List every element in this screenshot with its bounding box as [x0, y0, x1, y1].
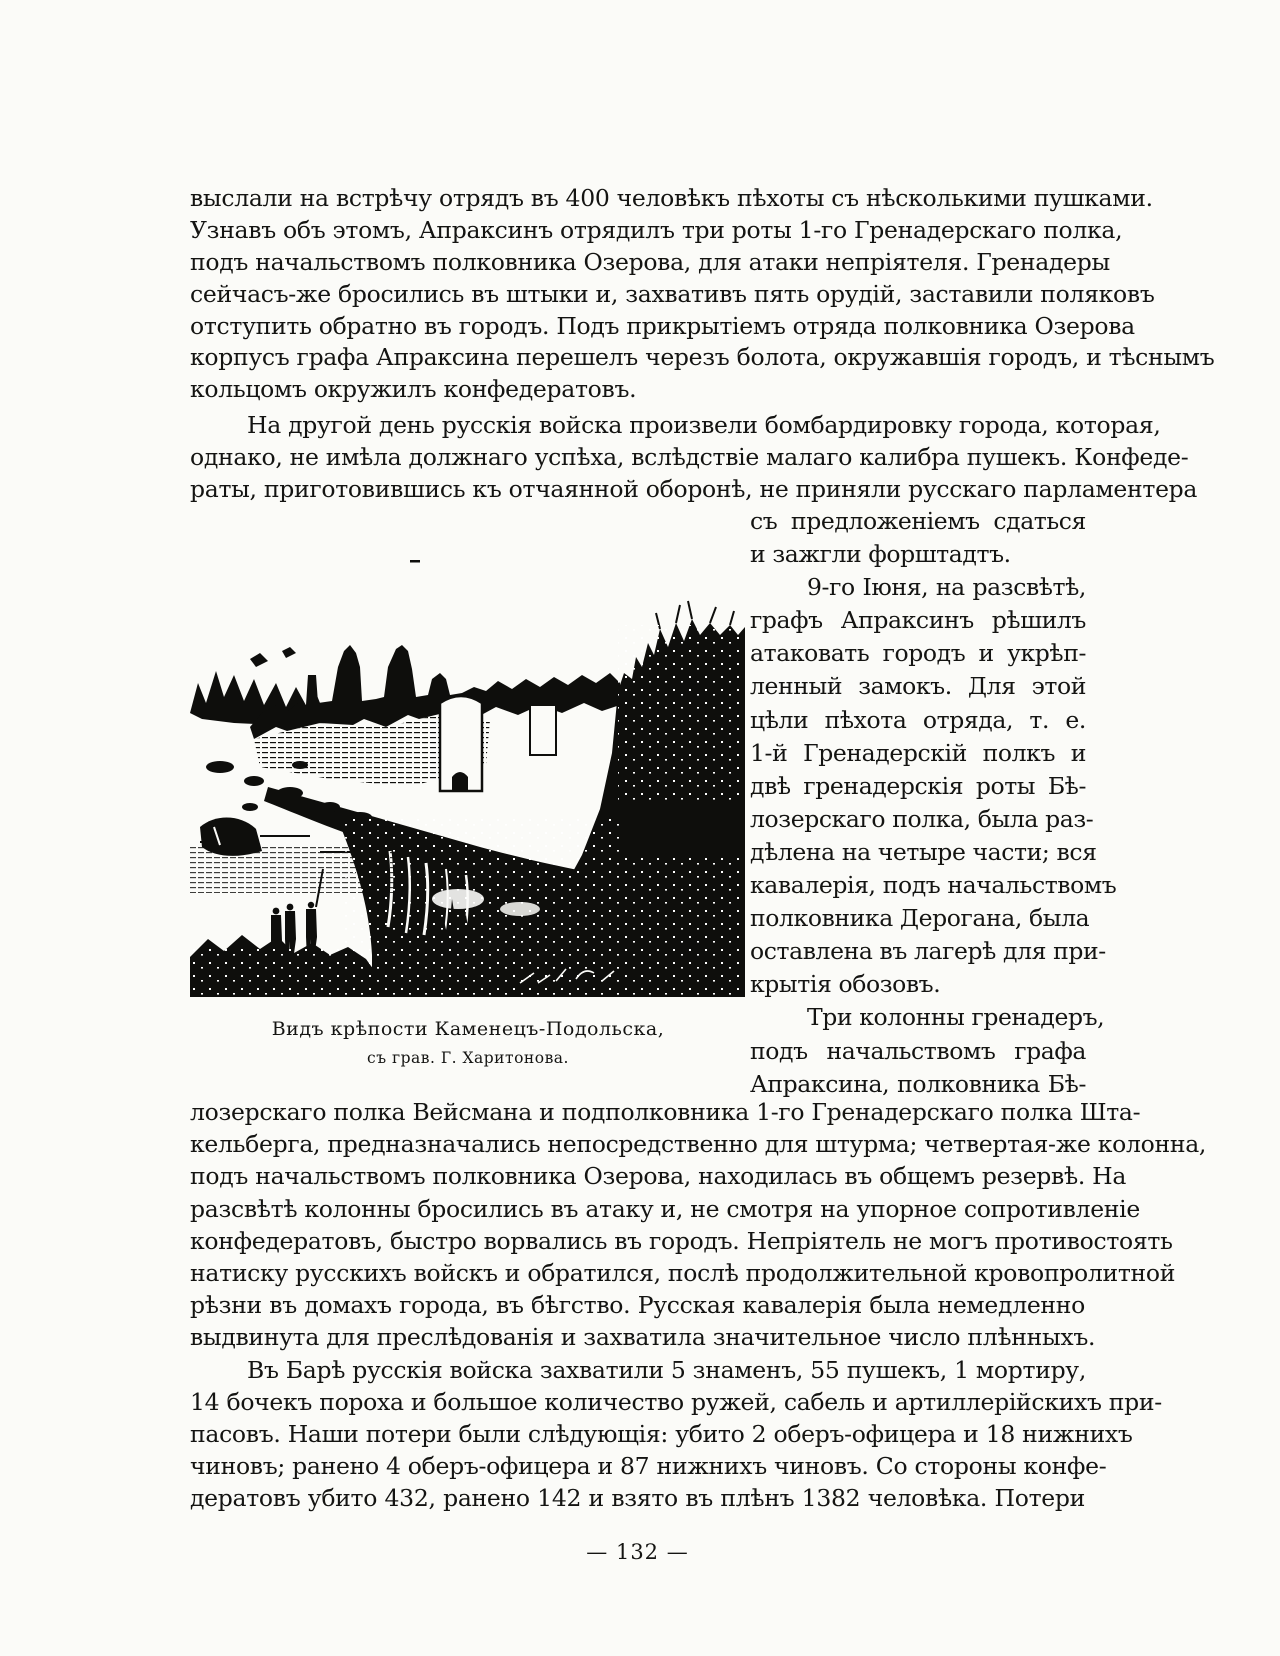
- text-line: полковника Дерогана, была: [750, 904, 1090, 933]
- text-line: лозерскаго полка, была раз-: [750, 804, 1094, 833]
- text-line: кельберга, предназначались непосредственно для штурма; четвертая-же колонна,: [190, 1130, 1207, 1159]
- text-line: ленный замокъ. Для этой: [750, 672, 1086, 701]
- fortress-engraving-figure: [190, 555, 745, 997]
- text-line: дѣлена на четыре части; вся: [750, 837, 1097, 866]
- text-line: 14 бочекъ пороха и большое количество ружей, сабель и артиллерійскихъ при-: [190, 1387, 1162, 1416]
- page-number: — 132 —: [586, 1540, 689, 1564]
- text-line: графъ Апраксинъ рѣшилъ: [750, 606, 1086, 635]
- caption-title: Видъ крѣпости Каменецъ-Подольска,: [271, 1018, 665, 1040]
- text-line: крытія обозовъ.: [750, 970, 941, 999]
- text-line: Узнавъ объ этомъ, Апраксинъ отрядилъ три роты 1-го Гренадерскаго полка,: [190, 215, 1123, 244]
- text-line: атаковать городъ и укрѣп-: [750, 639, 1086, 668]
- text-line: натиску русскихъ войскъ и обратился, послѣ продолжительной кровопролитной: [190, 1258, 1176, 1287]
- text-line: выслали на встрѣчу отрядъ въ 400 человѣкъ пѣхоты съ нѣсколькими пушками.: [190, 184, 1153, 212]
- text-line: Апраксина, полковника Бѣ-: [750, 1069, 1086, 1098]
- text-line: раты, приготовившись къ отчаянной оборонѣ, не приняли русскаго парламентера: [190, 474, 1198, 503]
- text-line: дератовъ убито 432, ранено 142 и взято въ плѣнъ 1382 человѣка. Потери: [190, 1484, 1085, 1513]
- text-line: лозерскаго полка Вейсмана и подполковника 1-го Гренадерскаго полка Шта-: [190, 1098, 1141, 1126]
- text-line: съ предложеніемъ сдаться: [750, 507, 1086, 535]
- paragraph-second: [190, 410, 1198, 506]
- right-text-column: [750, 505, 1117, 1101]
- fortress-engraving: [190, 555, 745, 997]
- text-line: подъ начальствомъ графа: [750, 1036, 1086, 1065]
- text-line: двѣ гренадерскія роты Бѣ-: [750, 771, 1086, 800]
- paragraph-bottom: [190, 1096, 1207, 1514]
- text-line: пасовъ. Наши потери были слѣдующія: убито 2 оберъ-офицера и 18 нижнихъ: [190, 1419, 1133, 1448]
- text-line: цѣли пѣхота отряда, т. е.: [750, 705, 1086, 734]
- text-line: оставлена въ лагерѣ для при-: [750, 937, 1106, 966]
- text-line: разсвѣтѣ колонны бросились въ атаку и, не смотря на упорное сопротивленіе: [190, 1194, 1140, 1223]
- text-line: На другой день русскія войска произвели бомбардировку города, которая,: [247, 411, 1161, 439]
- text-line: 1-й Гренадерскій полкъ и: [750, 738, 1086, 767]
- text-line: корпусъ графа Апраксина перешелъ черезъ болота, окружавшія городъ, и тѣснымъ: [190, 343, 1215, 372]
- paragraph-top: [190, 183, 1215, 406]
- text-line: 9-го Іюня, на разсвѣтѣ,: [807, 573, 1086, 602]
- text-line: подъ начальствомъ полковника Озерова, находилась въ общемъ резервѣ. На: [190, 1162, 1127, 1191]
- text-line: чиновъ; ранено 4 оберъ-офицера и 87 нижнихъ чиновъ. Со стороны конфе-: [190, 1452, 1107, 1481]
- text-line: отступить обратно въ городъ. Подъ прикрытіемъ отряда полковника Озерова: [190, 311, 1135, 340]
- text-line: однако, не имѣла должнаго успѣха, вслѣдствіе малаго калибра пушекъ. Конфеде-: [190, 442, 1189, 471]
- figure-caption: [190, 1018, 746, 1067]
- text-line: конфедератовъ, быстро ворвались въ городъ. Непріятель не могъ противостоять: [190, 1226, 1173, 1255]
- text-line: подъ начальствомъ полковника Озерова, для атаки непріятеля. Гренадеры: [190, 247, 1110, 276]
- text-line: и зажгли форштадтъ.: [750, 540, 1011, 569]
- text-line: рѣзни въ домахъ города, въ бѣгство. Русская кавалерія была немедленно: [190, 1291, 1085, 1320]
- text-line: сейчасъ-же бросились въ штыки и, захвативъ пять орудій, заставили поляковъ: [190, 279, 1155, 308]
- text-line: кавалерія, подъ начальствомъ: [750, 871, 1117, 900]
- text-line: кольцомъ окружилъ конфедератовъ.: [190, 375, 637, 404]
- text-line: Въ Барѣ русскія войска захватили 5 знаменъ, 55 пушекъ, 1 мортиру,: [247, 1355, 1087, 1384]
- text-line: выдвинута для преслѣдованія и захватила значительное число плѣнныхъ.: [190, 1323, 1096, 1352]
- text-line: Три колонны гренадеръ,: [807, 1003, 1105, 1032]
- caption-credit: съ грав. Г. Харитонова.: [367, 1049, 569, 1067]
